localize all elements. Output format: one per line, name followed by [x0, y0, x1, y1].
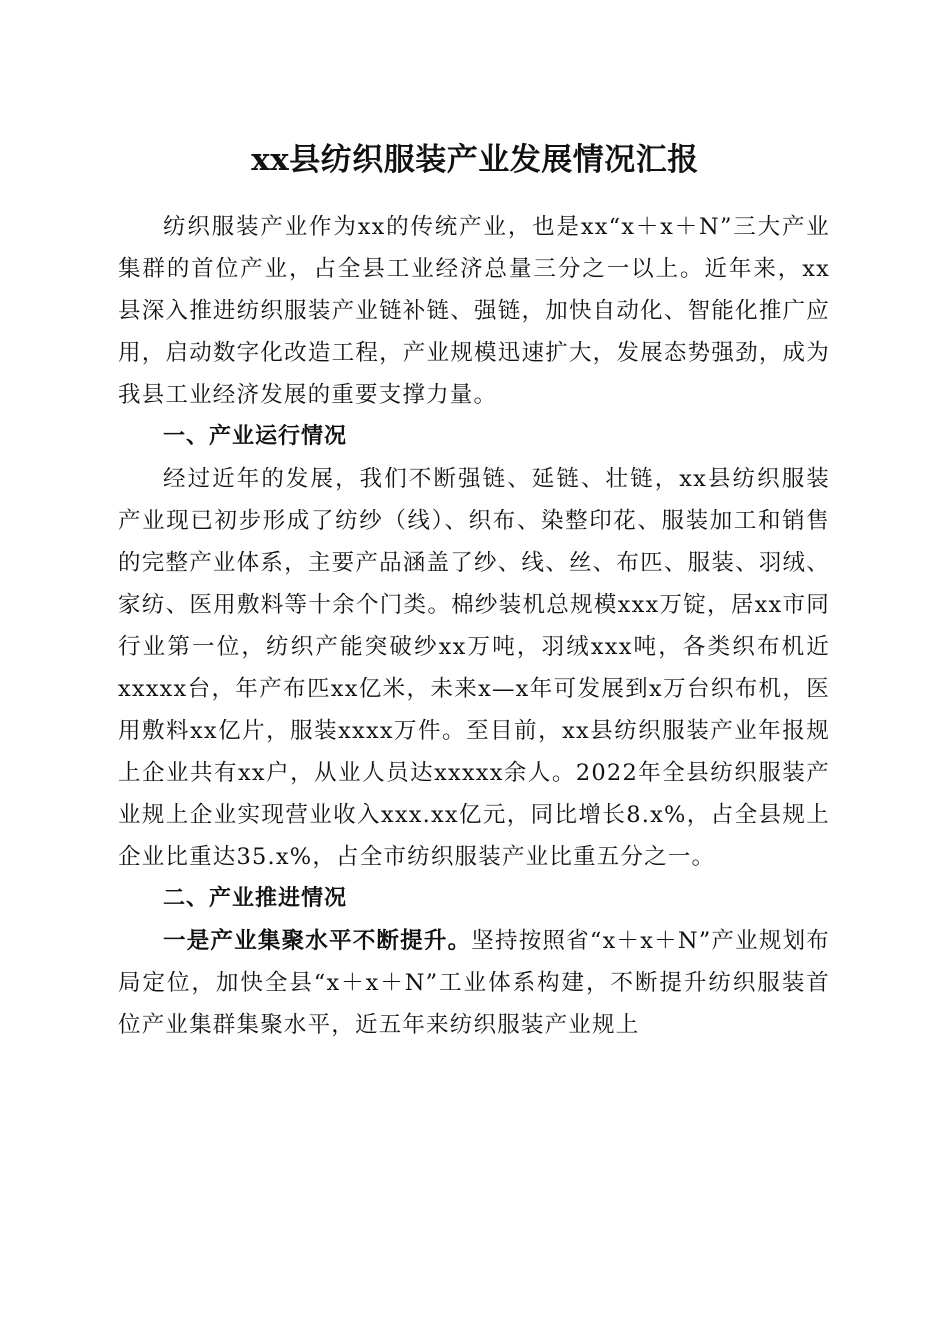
- section-2-paragraph: [118, 920, 830, 1046]
- section-1-paragraph: 经过近年的发展，我们不断强链、延链、壮链，xx县纺织服装产业现已初步形成了纺纱（线）、织布、染整印花、服装加工和销售的完整产业体系，主要产品涵盖了纱、线、丝、布匹、服装、羽绒、家纺、医用敷料等十余个门类。棉纱装机总规模xxx万锭，居xx市同行业第一位，纺织产能突破纱xx万吨，羽绒xxx吨，各类织布机近xxxxx台，年产布匹xx亿米，未来x—x年可发展到x万台织布机，医用敷料xx亿片，服装xxxx万件。至目前，xx县纺织服装产业年报规上企业共有xx户，从业人员达xxxxx余人。2022年全县纺织服装产业规上企业实现营业收入xxx.xx亿元，同比增长8.x%，占全县规上企业比重达35.x%，占全市纺织服装产业比重五分之一。: [118, 466, 830, 870]
- document-title: xx县纺织服装产业发展情况汇报: [251, 142, 699, 178]
- section-1-heading: 一、产业运行情况: [163, 424, 348, 449]
- section-2-lead: 一是产业集聚水平不断提升。: [163, 928, 472, 954]
- section-2-text: 坚持按照省“x＋x＋N”产业规划布局定位，加快全县“x＋x＋N”工业体系构建，不断提升纺织服装首位产业集群集聚水平，近五年来纺织服装产业规上: [118, 928, 830, 1038]
- document-body: [118, 206, 830, 1046]
- intro-paragraph: 纺织服装产业作为xx的传统产业，也是xx“x＋x＋N”三大产业集群的首位产业，占全县工业经济总量三分之一以上。近年来，xx县深入推进纺织服装产业链补链、强链，加快自动化、智能化推广应用，启动数字化改造工程，产业规模迅速扩大，发展态势强劲，成为我县工业经济发展的重要支撑力量。: [118, 214, 830, 408]
- section-2-heading: 二、产业推进情况: [163, 886, 348, 911]
